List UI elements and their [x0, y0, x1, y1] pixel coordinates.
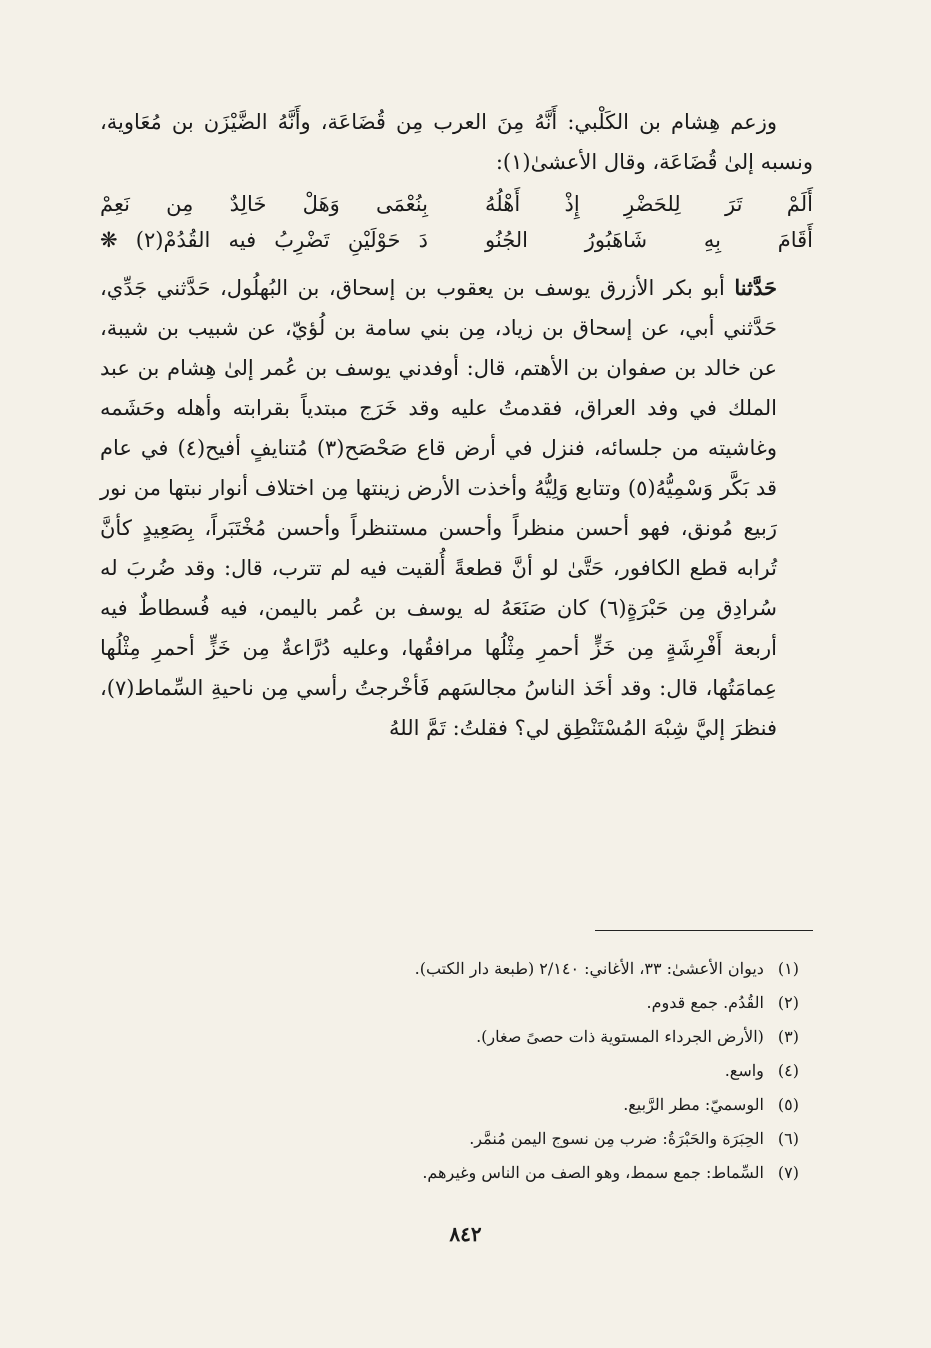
footnote-text: واسع. — [724, 1061, 764, 1080]
page-number: ٨٤٢ — [449, 1222, 482, 1246]
intro-line-1: وزعم هِشام بن الكَلْبي: أَنَّهُ مِنَ العرب مِن قُضَاعَة، وأَنَّهُ الضَّيْزَن بن — [171, 110, 777, 134]
footnote — [100, 986, 799, 1020]
narration-lead-word: حَدَّثنا — [734, 275, 777, 300]
footnote — [100, 1054, 799, 1088]
footnote-text: (الأرض الجرداء المستوية ذات حصىً صغار). — [476, 1027, 764, 1046]
footnote-separator — [595, 930, 813, 931]
footnote-text: السِّماط: جمع سمط، وهو الصف من الناس وغيرهم. — [422, 1163, 764, 1182]
footnote-number: (٥) — [777, 1095, 799, 1114]
footnote-number: (٧) — [777, 1163, 799, 1182]
footnote-number: (٢) — [777, 993, 799, 1012]
intro-paragraph — [100, 102, 813, 182]
footnote-number: (١) — [777, 959, 799, 978]
verse-second-hemistich: بِنُعْمَى وَهَلْ خَالِدٌ مِن نَعِمْ — [100, 192, 428, 216]
footnote-text: الحِبَرَة والحَبْرَةُ: ضرب مِن نسوج اليمن مُنمَّر. — [469, 1129, 764, 1148]
poem — [100, 186, 813, 258]
footnote-number: (٣) — [777, 1027, 799, 1046]
footnote — [100, 1088, 799, 1122]
intro-line-2: مُعَاوية، ونسبه إلىٰ قُضَاعَة، وقال الأعشىٰ(١): — [100, 110, 813, 174]
footnote — [100, 1122, 799, 1156]
poem-verse — [100, 186, 813, 222]
narration-paragraph — [100, 268, 813, 748]
footnote-text: الوسميّ: مطر الرَّبيع. — [623, 1095, 764, 1114]
verse-first-hemistich: أَقَامَ بِهِ شَاهَبُورُ الجُنُو — [485, 228, 813, 252]
main-text — [100, 102, 813, 748]
footnote-text: ديوان الأعشىٰ: ٣٣، الأغاني: ٢/١٤٠ (طبعة دار الكتب). — [414, 959, 764, 978]
footnote-number: (٦) — [777, 1129, 799, 1148]
verse-second-hemistich: دَ حَوْلَيْنِ تَضْرِبُ فيه القُدُمْ(٢) ❋ — [100, 228, 428, 252]
verse-first-hemistich: أَلَمْ تَرَ لِلحَضْرِ إِذْ أَهْلُهُ — [485, 192, 813, 216]
footnote — [100, 1156, 799, 1190]
footnote-text: القُدُم. جمع قدوم. — [646, 993, 764, 1012]
poem-verse — [100, 222, 813, 258]
footnote — [100, 1020, 799, 1054]
footnote-number: (٤) — [777, 1061, 799, 1080]
footnotes — [100, 952, 799, 1190]
footnote — [100, 952, 799, 986]
narration-text: أبو بكر الأزرق يوسف بن يعقوب بن إسحاق، بن البُهلُول، حَدَّثني جَدِّي، حَدَّثني أبي، عن إسحاق بن زياد، مِن بني سامة بن لُؤيّ، عن شبيب بن شيبة، عن خالد بن صفوان بن الأهتم، قال: أوفدني يوسف بن عُمر إلىٰ هِشام بن عبد الملك في وفد العراق، فقدمتُ عليه وقد خَرَج مبتدياً بقرابته وأهله وحَشَمه وغاشيته من جلسائه، فنزل في أرض قاع صَحْصَح(٣) مُتنايفٍ أفيح(٤) في عام قد بَكَّر وَسْمِيُّهُ(٥) وتتابع وَلِيُّهُ وأخذت الأرض زينتها مِن اختلاف أنوار نبتها من نور رَبيع مُونق، فهو أحسن منظراً وأحسن مستنظراً وأحسن مُخْتَبَراً، بِصَعِيدٍ كأنَّ تُرابه قطع الكافور، حَتَّىٰ لو أنَّ قطعةً أُلقيت فيه لم تترب، قال: وقد ضُربَ له سُرادِق مِن حَبْرَةٍ(٦) كان صَنَعَهُ له يوسف بن عُمر باليمن، فيه فُسطاطٌ فيه أربعة أَفْرِشَةٍ مِن خَزٍّ أحمرِ مِثْلُها مرافقُها، وعليه دُرَّاعةٌ مِن خَزٍّ أحمرِ مِثْلُها عِمامَتُها، قال: وقد أخَذ الناسُ مجالسَهم فَأخْرجتُ رأسي مِن ناحيةِ السِّماط(٧)، فنظرَ إليَّ شِبْهَ المُسْتَنْطِق لي؟ فقلتُ: تَمَّ اللهُ — [100, 276, 777, 740]
